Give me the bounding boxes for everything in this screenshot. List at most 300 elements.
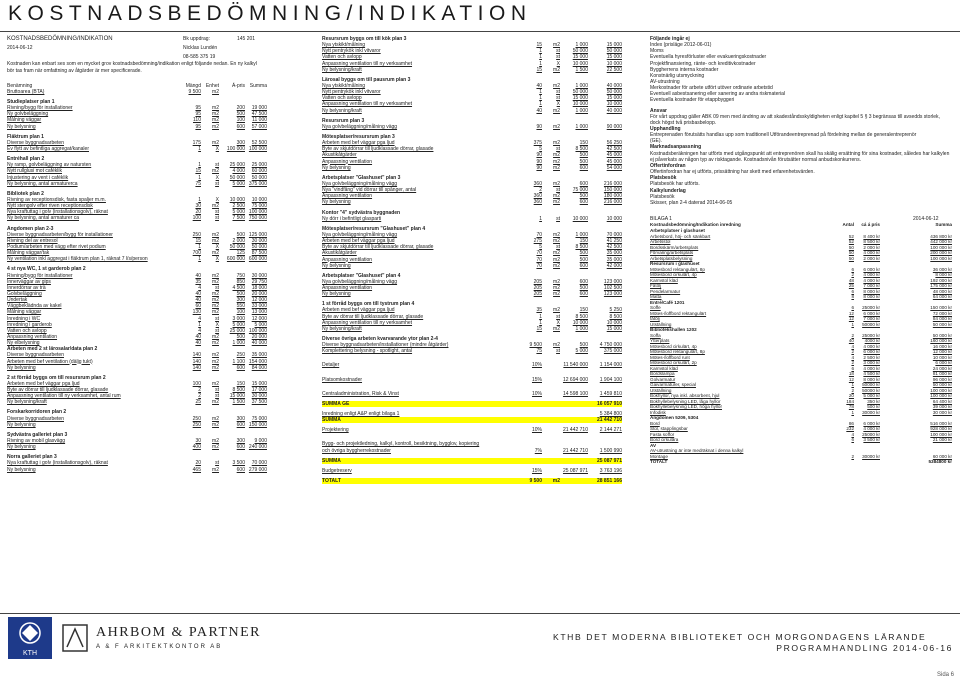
cell: m2	[553, 164, 560, 171]
cell: Arbetsplatsbelysning	[650, 255, 693, 261]
cell: 42 500	[606, 146, 622, 153]
cell: Projektering	[322, 427, 349, 434]
project-name: KTHB DET MODERNA BIBLIOTEKET OCH MORGONDAGENS LÄRANDE	[553, 632, 927, 642]
cell: Anpassning ventilation	[322, 158, 373, 165]
cell: 15	[195, 168, 201, 175]
section-heading: Fläktrum plan 1	[7, 133, 44, 140]
cell: 100 000 kr	[930, 244, 952, 250]
cell: Arbeten med bef väggar pga ljud	[7, 380, 80, 387]
cell: 50	[848, 255, 854, 261]
cell: 50 000 kr	[932, 382, 952, 388]
cell: 375 000	[603, 348, 622, 355]
cell: 140	[192, 358, 201, 365]
cell: m2	[212, 303, 219, 310]
cell: 30000 kr	[862, 453, 880, 459]
cell: 2 000	[232, 237, 245, 244]
cell: 90 000	[606, 123, 622, 130]
cell: 45 000	[606, 158, 622, 165]
cell: 1 100	[232, 358, 245, 365]
cell: 70 000	[606, 231, 622, 238]
cell: st	[556, 54, 560, 61]
cell: 2	[198, 387, 201, 394]
cell: m2	[212, 438, 219, 445]
cell: st	[556, 348, 560, 355]
cell: m2	[212, 380, 219, 387]
cell: 300	[236, 438, 245, 445]
cell: 25000 kr	[862, 305, 880, 311]
cell: 52 500	[251, 139, 267, 146]
cell: Arbeten med bef ventilation (däljg tukt)	[7, 358, 93, 365]
section-heading: Mötesplatser/resursrum plan 3	[322, 133, 395, 140]
cell: 125 000	[248, 231, 267, 238]
cell: 10 000	[606, 215, 622, 222]
cell: 24 000 kr	[932, 365, 952, 371]
cell: Byte av dörrar till ljudklassade dörrar, glasade	[7, 387, 109, 394]
cell: 3 000	[232, 315, 245, 322]
cell: 500	[579, 193, 588, 200]
cell: Mötesbord rektangulärt, 8p	[650, 349, 705, 355]
cell: Nytt pentrykök inkl vitvaror	[322, 48, 381, 55]
cell: 52	[848, 233, 854, 239]
cell: Diverse byggnadsarbeten	[7, 352, 64, 359]
cell: 8 500	[575, 244, 588, 251]
cell: 6	[851, 437, 854, 443]
cell: 90	[536, 158, 542, 165]
cell: 3 500	[232, 460, 245, 467]
cell: Bokhyllor, nya inkl. absorbent, hjul	[650, 393, 720, 399]
cell: 180 000	[603, 193, 622, 200]
cell: 16 057 910	[596, 400, 622, 407]
table-row	[322, 427, 622, 433]
cell: 175	[192, 139, 201, 146]
cell: 5384800 kr	[928, 459, 952, 465]
table-row	[322, 391, 622, 397]
cell: Karmstol kläd	[650, 365, 678, 371]
cell: 350 kr	[867, 398, 880, 404]
cell: m2	[553, 307, 560, 314]
cell: 42 000	[606, 262, 622, 269]
cell: 1	[198, 196, 201, 203]
cell: 1 000	[575, 325, 588, 332]
cell: 40	[195, 297, 201, 304]
section-heading: Studieplatser plan 1	[7, 99, 55, 106]
cell: m2	[553, 262, 560, 269]
cell: Anpassning ventilation till ny verksamhet	[322, 60, 413, 67]
cell: 15 000	[606, 95, 622, 102]
cell: Platsomkostnader	[322, 376, 363, 383]
cell: Nya ytskikt/målning	[322, 82, 366, 89]
cell: Rivning/bygg för installationer	[7, 105, 73, 112]
cell: 70	[536, 231, 542, 238]
cell: 15 000	[251, 380, 267, 387]
cell: 100 000	[248, 146, 267, 152]
cell: Kostnadsbedömning/Indikation inredning	[650, 222, 741, 228]
cell: Ny belysning/kraft	[322, 325, 362, 332]
cell: Nytt pentrykök inkl vitvaror	[322, 89, 381, 96]
cell: 90	[536, 152, 542, 159]
cell: 10%	[531, 362, 542, 369]
excluded-list	[650, 42, 952, 103]
cell: 140	[192, 352, 201, 359]
cell: 25000 kr	[862, 431, 880, 437]
cell: 400	[192, 444, 201, 451]
cell: 15 000	[572, 54, 588, 61]
table-row	[322, 348, 622, 354]
cell: 600	[236, 123, 245, 130]
cell: Målning väggar	[7, 309, 42, 316]
cell: 4 500 kr	[863, 371, 880, 377]
cell: m2	[553, 325, 560, 332]
cell: 36 000 kr	[932, 266, 952, 272]
cell: Ny belysning	[7, 123, 36, 130]
firm-sub: A & F ARKITEKTKONTOR AB	[96, 644, 223, 650]
total-row	[322, 458, 622, 464]
cell: 4 000 kr	[863, 272, 880, 278]
cell: 6	[851, 305, 854, 311]
cell: 40	[195, 290, 201, 297]
cell: Mötesbord cirkulärt, 4p	[650, 343, 697, 349]
cell: 50 000	[229, 174, 245, 181]
cell: X	[215, 321, 219, 328]
cell: 250	[236, 352, 245, 359]
cell: 175 000 kr	[930, 283, 952, 289]
cell: m2	[553, 291, 560, 298]
cell: 8 000 kr	[863, 376, 880, 382]
cell: 15%	[531, 467, 542, 474]
cell: 750	[236, 272, 245, 279]
excluded-item: Konstnärlig utsmyckning	[650, 72, 705, 79]
cell: Nya "vindfång" vid dörrar till spånger, antal	[322, 187, 417, 194]
cell: 15 000	[606, 42, 622, 49]
cell: 40	[195, 340, 201, 347]
cell: Injustering av vent i caféklik	[7, 174, 69, 181]
cell: Infodisk	[650, 409, 666, 415]
cell: 10 000	[572, 101, 588, 108]
cell: 140	[192, 364, 201, 371]
cell: 3 500 kr	[863, 437, 880, 443]
page-title: KOSTNADSBEDÖMNING/INDIKATION	[8, 2, 532, 25]
section-heading: Entréhall plan 2	[7, 156, 45, 163]
cell: 70	[536, 250, 542, 257]
section-heading: Sydvästra galleriet plan 3	[7, 431, 68, 438]
section-heading: Arbetsplatser "Glashuset" plan 3	[322, 174, 401, 181]
client-no: 145 201	[237, 36, 256, 42]
cell: 9 500	[529, 478, 542, 485]
cell: m2	[553, 180, 560, 187]
cell: st	[556, 146, 560, 153]
cell: 70 000	[251, 460, 267, 467]
cell: 8 000 kr	[863, 288, 880, 294]
cell: 40	[195, 333, 201, 340]
cell: 4	[198, 327, 201, 334]
cell: Anpassning ventilation	[322, 256, 373, 263]
cell: Golvarmatur	[650, 376, 676, 382]
cell: 1	[539, 101, 542, 108]
cell: Mötes-/loffbord rektangulärt	[650, 310, 707, 316]
cell: X	[215, 256, 219, 263]
cell: st	[556, 215, 560, 222]
cell: 95	[195, 105, 201, 112]
cell: 50	[848, 244, 854, 250]
excluded-item: Eventuell asbestsanering eller sanering av andra riskmaterial	[650, 91, 786, 98]
cell: 50 000 kr	[932, 321, 952, 327]
table-row	[322, 326, 622, 332]
cell: 15	[195, 237, 201, 244]
cell: 1 500	[232, 399, 245, 406]
cell: 1	[539, 319, 542, 326]
cell: och övriga byggherrekostnader	[322, 447, 391, 454]
cell: 40	[536, 107, 542, 114]
cell: 436 800 kr	[930, 233, 952, 239]
cell: 4	[851, 354, 854, 360]
cell: 75 000	[572, 187, 588, 194]
cell: 42 500	[606, 244, 622, 251]
cell: 123 000	[603, 278, 622, 285]
cell: Soffa	[650, 332, 661, 338]
cell: m2	[553, 250, 560, 257]
cell: 1	[539, 54, 542, 61]
cell: 30 000	[251, 237, 267, 244]
cell: 500	[579, 256, 588, 263]
cell: 205	[533, 291, 542, 298]
cell: 750 000	[248, 215, 267, 222]
table-row	[322, 199, 622, 205]
cell: Ny belysning	[7, 466, 36, 473]
cell: 10%	[531, 390, 542, 397]
section-heading: 2 st förråd byggs om till resursrum plan 2	[7, 374, 106, 381]
cell: 4 000 kr	[863, 250, 880, 256]
cell: Inredning i WC	[7, 315, 41, 322]
cell: Anpassning ventilation till ny verksamhet, antal rum	[7, 393, 121, 400]
cell: Ev flytt av befintliga aggregat/kanaler	[7, 146, 89, 152]
table-row	[322, 124, 622, 130]
cell: 25	[195, 399, 201, 406]
cell: m2	[553, 158, 560, 165]
cell: 78	[848, 404, 854, 410]
cell: Matta	[650, 294, 662, 300]
cell: 20	[195, 209, 201, 216]
cell: Arbetsplatser i glashuset	[650, 228, 705, 234]
cell: m2	[212, 309, 219, 316]
cell: 500	[579, 342, 588, 349]
cell: Anpassning ventilation till ny verksamhet	[322, 319, 413, 326]
cell: 25 087 971	[596, 457, 622, 464]
cell: Ny belysning/kraft	[322, 107, 362, 114]
cell: 50 000	[572, 48, 588, 55]
doc-name: KOSTNADSBEDÖMNING/INDIKATION	[7, 36, 113, 42]
cell: 150	[579, 140, 588, 147]
cell: 600	[579, 199, 588, 206]
kalk-heading: Kalkylunderlag	[650, 187, 686, 194]
table-row	[7, 215, 267, 221]
cell: 8 400 kr	[863, 233, 880, 239]
cell: fåtölj	[650, 316, 660, 322]
cell: Mötesbord cirkulärt, 2p	[650, 360, 697, 366]
cell: 150	[236, 380, 245, 387]
ahrbom-mark-icon	[61, 623, 89, 653]
cell: 5 250	[609, 307, 622, 314]
cell: 15%	[531, 376, 542, 383]
cell: 90	[536, 123, 542, 130]
cell: Nya golvbeläggning/målning vägg	[322, 231, 398, 238]
cell: 600	[236, 421, 245, 428]
cell: m2	[553, 123, 560, 130]
cell: 50000 kr	[862, 387, 880, 393]
cell: Byte av skjutdörrar till ljudklassade dörrar, glasade	[322, 244, 434, 251]
bilaga-title: BILAGA 1	[650, 215, 672, 222]
cell: 35	[195, 278, 201, 285]
cell: 360	[533, 193, 542, 200]
cell: Ny belysning	[7, 364, 36, 371]
table-row	[322, 362, 622, 368]
cell: 10 000	[606, 60, 622, 67]
footer-project	[553, 632, 953, 654]
cell: 7%	[534, 447, 542, 454]
cell: m2	[212, 466, 219, 473]
cell: 15 000	[572, 95, 588, 102]
cell: 1	[198, 243, 201, 250]
cell: 2 500 kr	[863, 354, 880, 360]
cell: 110	[193, 117, 201, 124]
cell: Diverse byggnadsarbeten	[7, 139, 64, 146]
cell: 130	[192, 309, 201, 316]
cell: 70	[536, 262, 542, 269]
cell: m2	[553, 42, 560, 49]
cell: 81 000 kr	[932, 371, 952, 377]
cell: 48 000 kr	[932, 288, 952, 294]
cell: Byte av skjutdörrar till ljudklassade dörrar, glasade	[322, 146, 434, 153]
cell: 100 000 kr	[930, 393, 952, 399]
cell: Golvbeläggning	[7, 290, 42, 297]
section-heading: Kontor "4" sydvästra byggnaden	[322, 209, 401, 216]
cell: 160 000 kr	[930, 338, 952, 344]
cell: 86	[848, 420, 854, 426]
cell: 2	[851, 387, 854, 393]
section-heading: Diverse övriga arbeten kvarvarande ytor plan 2-4	[322, 336, 438, 343]
cell: 500	[236, 290, 245, 297]
cell: Akustikåtgärder	[322, 152, 357, 159]
cell: Nya ytskikt/målning	[322, 42, 366, 49]
cell: 50 000	[572, 89, 588, 96]
cell: 500	[579, 152, 588, 159]
cell: Karmstol kläd	[650, 277, 678, 283]
section-heading: Bibliotek plan 2	[7, 190, 44, 197]
cell: 4 500	[232, 284, 245, 291]
cell: Byte av dörrar till ljudklassade dörrar, glasade	[322, 313, 424, 320]
cell: Anpassning ventilation	[7, 333, 58, 340]
cell: 30 000	[251, 272, 267, 279]
cell: 95	[195, 123, 201, 130]
cell: Väggbeklädnda av kakel	[7, 303, 62, 310]
cell: st	[556, 244, 560, 251]
excluded-heading: Följande ingår ej	[650, 36, 690, 42]
cell: Nytt stengolv efter riven receptionsdisk	[7, 203, 93, 210]
cell: Ny belysning	[322, 199, 351, 206]
cell: 8 500	[575, 146, 588, 153]
cell: Diverse byggnadsarbeten/installationer (mindre åtgärder)	[322, 342, 449, 349]
cell: Ny belysning	[322, 164, 351, 171]
cell: 192 000 kr	[930, 277, 952, 283]
cell: 15	[536, 42, 542, 49]
cell: 1 000	[575, 231, 588, 238]
cell: 6	[851, 365, 854, 371]
cell: 8 000 kr	[863, 294, 880, 300]
cell: 60 000	[251, 168, 267, 175]
cell: 37 500	[251, 399, 267, 406]
cell: Ny belysning, antal armaturerca	[7, 180, 78, 187]
off-heading: Offertinfordran	[650, 162, 686, 169]
cell: 84 000 kr	[932, 316, 952, 322]
cell: Montage	[650, 453, 668, 459]
cell: Detaljer	[322, 362, 340, 369]
column-1	[7, 36, 267, 473]
cell: 8	[851, 294, 854, 300]
skiss-text: Skisser, plan 2-4 daterad 2014-06-05	[650, 199, 733, 206]
cell: 50 000	[251, 243, 267, 250]
cell: 87 500	[251, 250, 267, 257]
cell: 928 000 kr	[930, 426, 952, 432]
cell: Ny elbelysning	[7, 340, 40, 347]
cell: 50000 kr	[862, 321, 880, 327]
cell: 35 000	[251, 352, 267, 359]
cell: Förvaring/arbetsplats	[650, 250, 694, 256]
cell: 300	[236, 297, 245, 304]
cell: Á-pris	[231, 82, 245, 89]
section-heading: Lärosal byggs om till pausrum plan 3	[322, 76, 411, 83]
cell: 12 000	[251, 315, 267, 322]
cell: Ny golvbeläggning	[7, 111, 49, 118]
cell: 8 000 kr	[935, 272, 952, 278]
cell: Bibliotekshallen 1202	[650, 327, 697, 333]
table-row	[7, 399, 267, 405]
cell: m2	[553, 256, 560, 263]
cell: m2	[212, 250, 219, 257]
cell: 14 598 100	[562, 390, 588, 397]
cell: 7 000 kr	[863, 316, 880, 322]
cell: 48	[848, 277, 854, 283]
cell: 1 000	[575, 123, 588, 130]
cell: 100	[236, 309, 245, 316]
svg-text:KTH: KTH	[23, 650, 37, 657]
cell: 90	[536, 164, 542, 171]
cell: 8 500 kr	[863, 239, 880, 245]
cell: 1	[539, 60, 542, 67]
cell: 550	[236, 303, 245, 310]
cell: Arbeten med bef väggar pga ljud	[322, 307, 395, 314]
cell: 2 500	[232, 203, 245, 210]
section-heading: 1 st förråd byggs om till tystrum plan 4	[322, 301, 415, 308]
cell: Akustikåtgärder	[322, 250, 357, 257]
cell: 28 851 166	[596, 478, 622, 485]
cell: 10 000	[606, 101, 622, 108]
cell: 1	[539, 48, 542, 55]
bilaga-date: 2014-06-12	[913, 215, 939, 222]
cell: 20 000	[251, 290, 267, 297]
cell: 16 000 kr	[932, 343, 952, 349]
plats-text: Platsbesök har utförts.	[650, 181, 700, 188]
cell: Rivning av mobil glasvägg	[7, 438, 66, 445]
section-heading: Arbeten med 2 st lärosalar/data plan 2	[7, 346, 98, 353]
cell: 35 000	[606, 250, 622, 257]
cell: 9 500	[188, 88, 201, 95]
cell: st	[215, 209, 219, 216]
mark-heading: Marknadsanpassning	[650, 144, 702, 151]
cell: AV	[650, 442, 657, 448]
cell: 56 250	[606, 140, 622, 147]
cell: Stol, stapplingsbar	[650, 426, 688, 432]
cell: Rivning del av entresol	[7, 237, 58, 244]
footer-logo	[8, 617, 318, 661]
